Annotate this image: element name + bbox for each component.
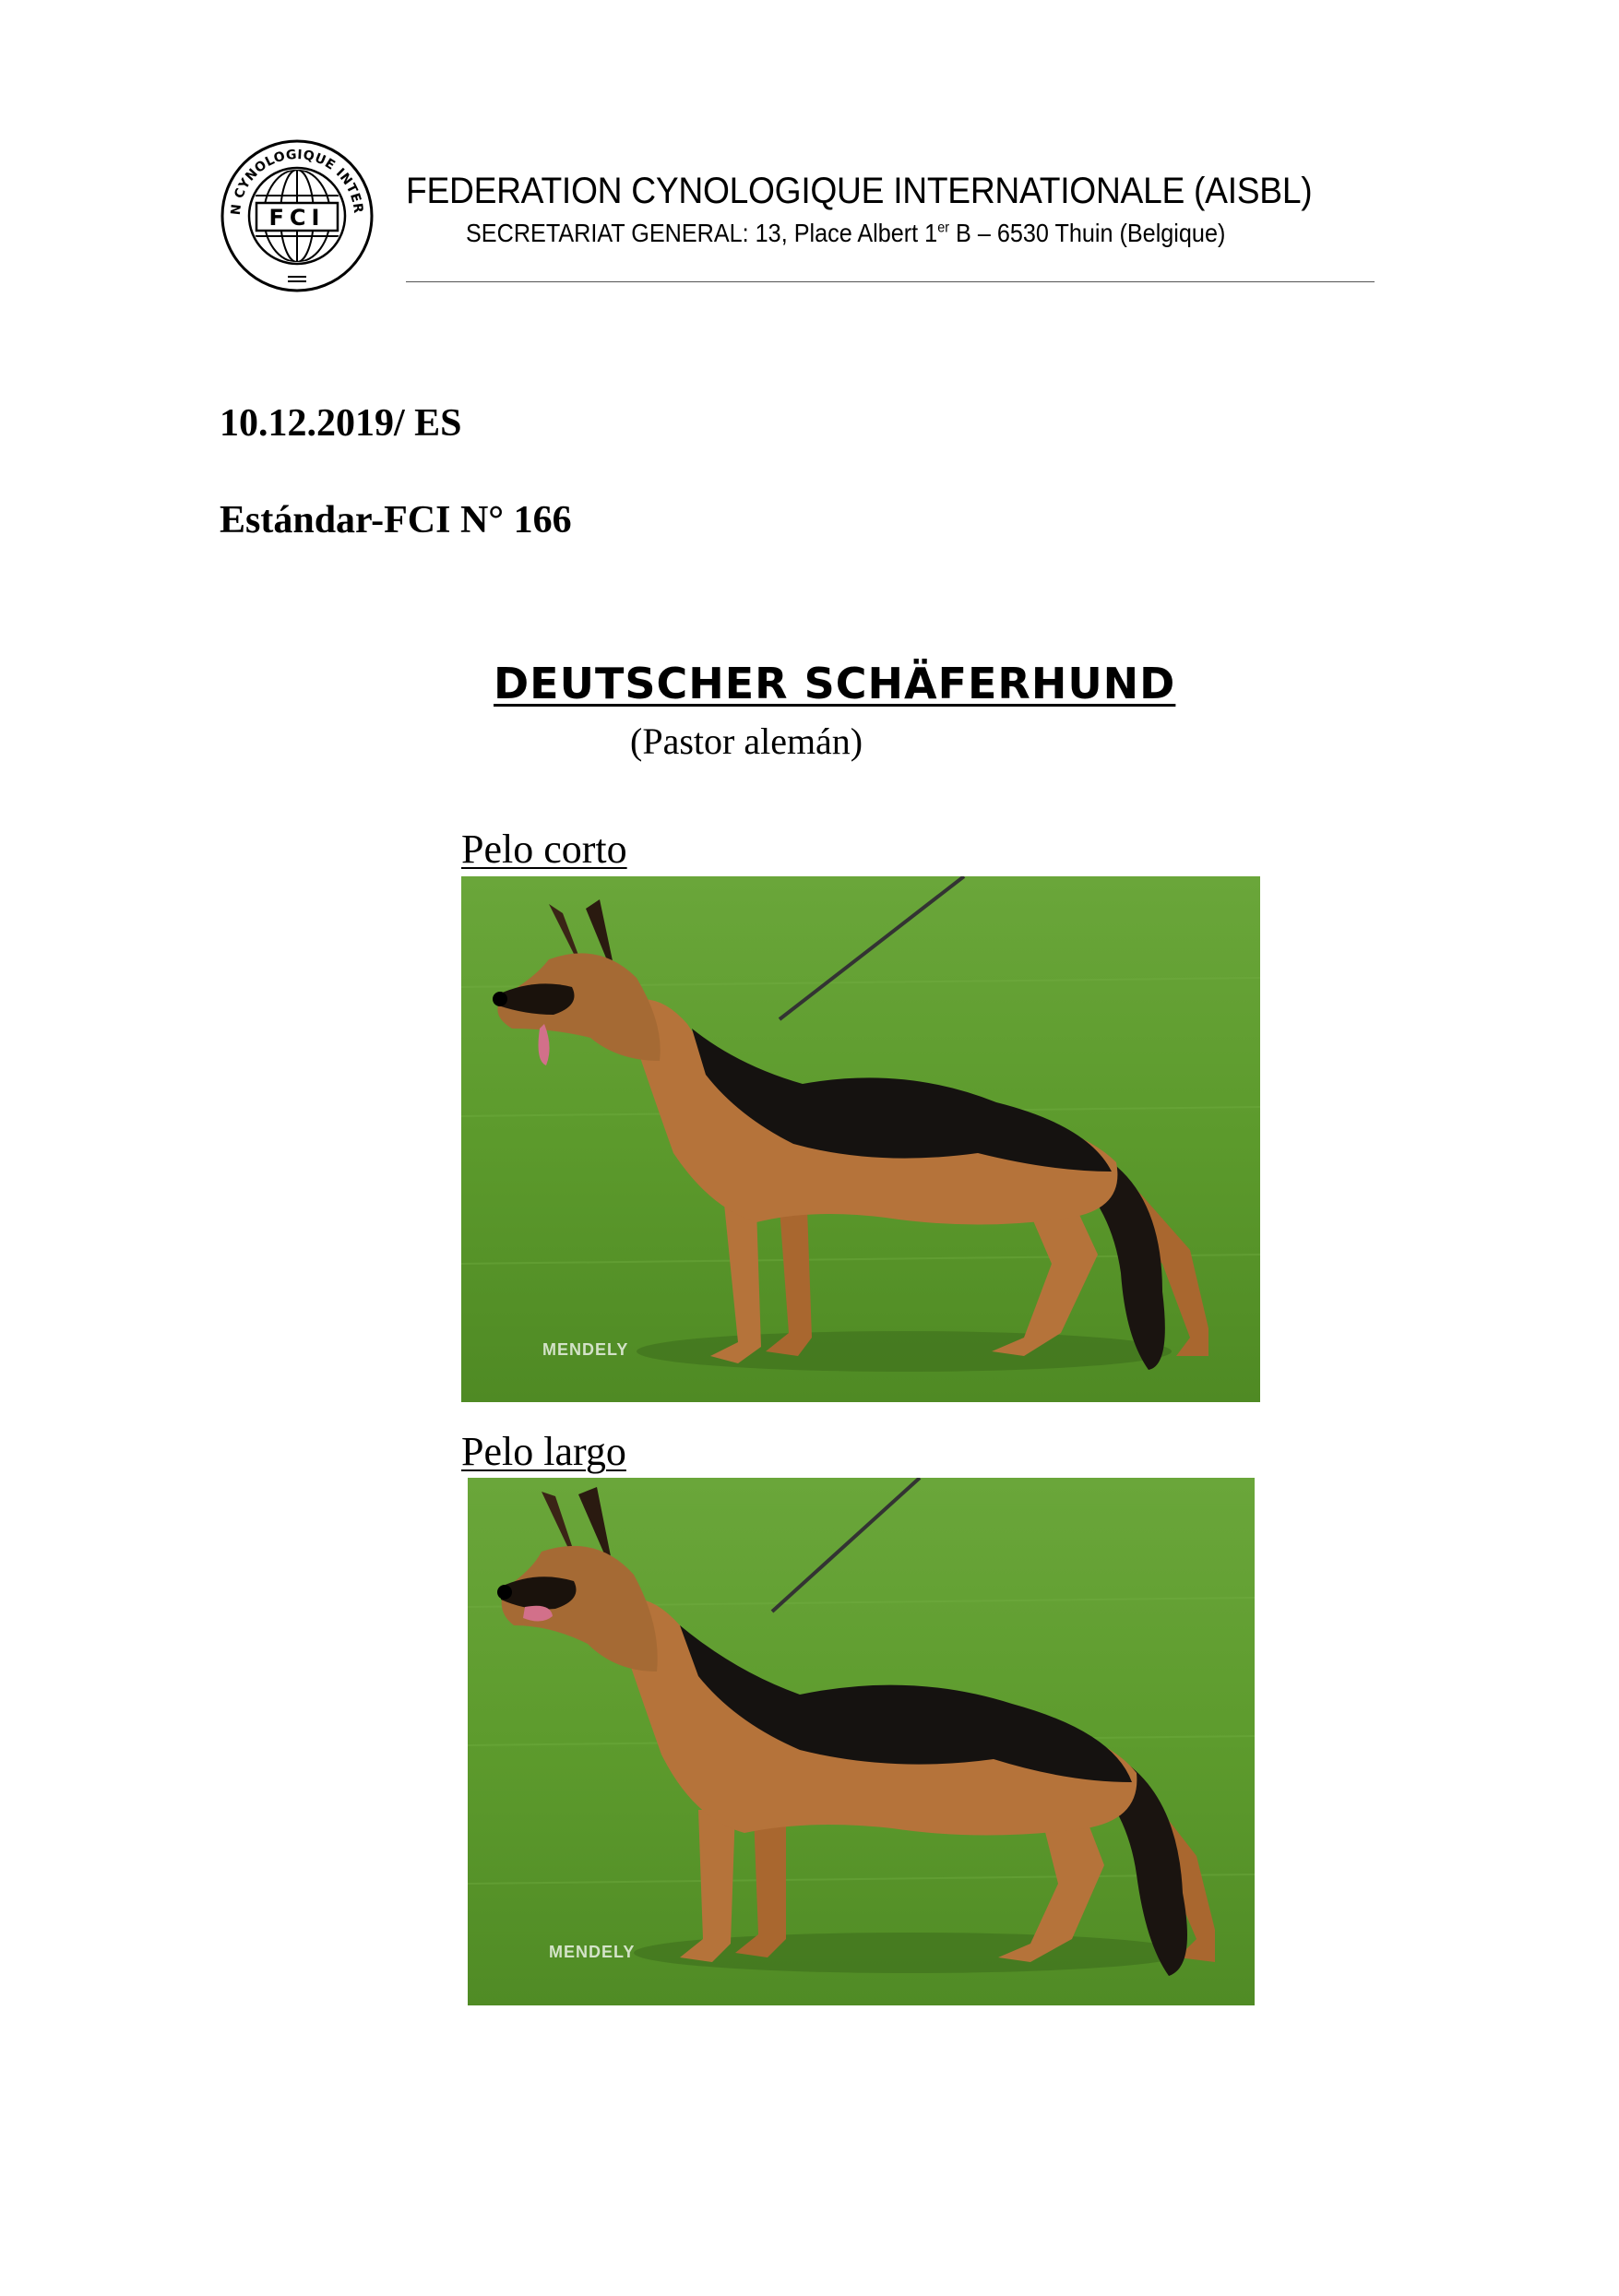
header-divider: [406, 281, 1375, 282]
logo-center-text: FCI: [268, 205, 326, 231]
logo-ring-text: N CYNOLOGIQUE INTER: [228, 147, 366, 216]
photo-watermark: MENDELY: [549, 1943, 636, 1961]
document-date: 10.12.2019/ ES: [220, 402, 462, 445]
long-haired-german-shepherd-photo: [468, 1478, 1255, 2005]
short-haired-german-shepherd-photo: [461, 876, 1260, 1402]
standard-number: Estándar-FCI N° 166: [220, 499, 572, 541]
secretariat-superscript: er: [937, 220, 950, 236]
photo-watermark: MENDELY: [542, 1340, 629, 1359]
breed-subtitle: (Pastor alemán): [630, 720, 863, 762]
organization-name: FEDERATION CYNOLOGIQUE INTERNATIONALE (AISBL): [406, 171, 1313, 211]
secretariat-suffix: B – 6530 Thuin (Belgique): [949, 219, 1226, 247]
fci-logo-icon: [220, 138, 375, 293]
secretariat-prefix: SECRETARIAT GENERAL: 13, Place Albert 1: [466, 219, 938, 247]
secretariat-address: [466, 219, 1225, 248]
caption-short-coat: Pelo corto: [461, 827, 627, 872]
breed-title: DEUTSCHER SCHÄFERHUND: [494, 659, 1176, 708]
caption-long-coat: Pelo largo: [461, 1429, 626, 1474]
